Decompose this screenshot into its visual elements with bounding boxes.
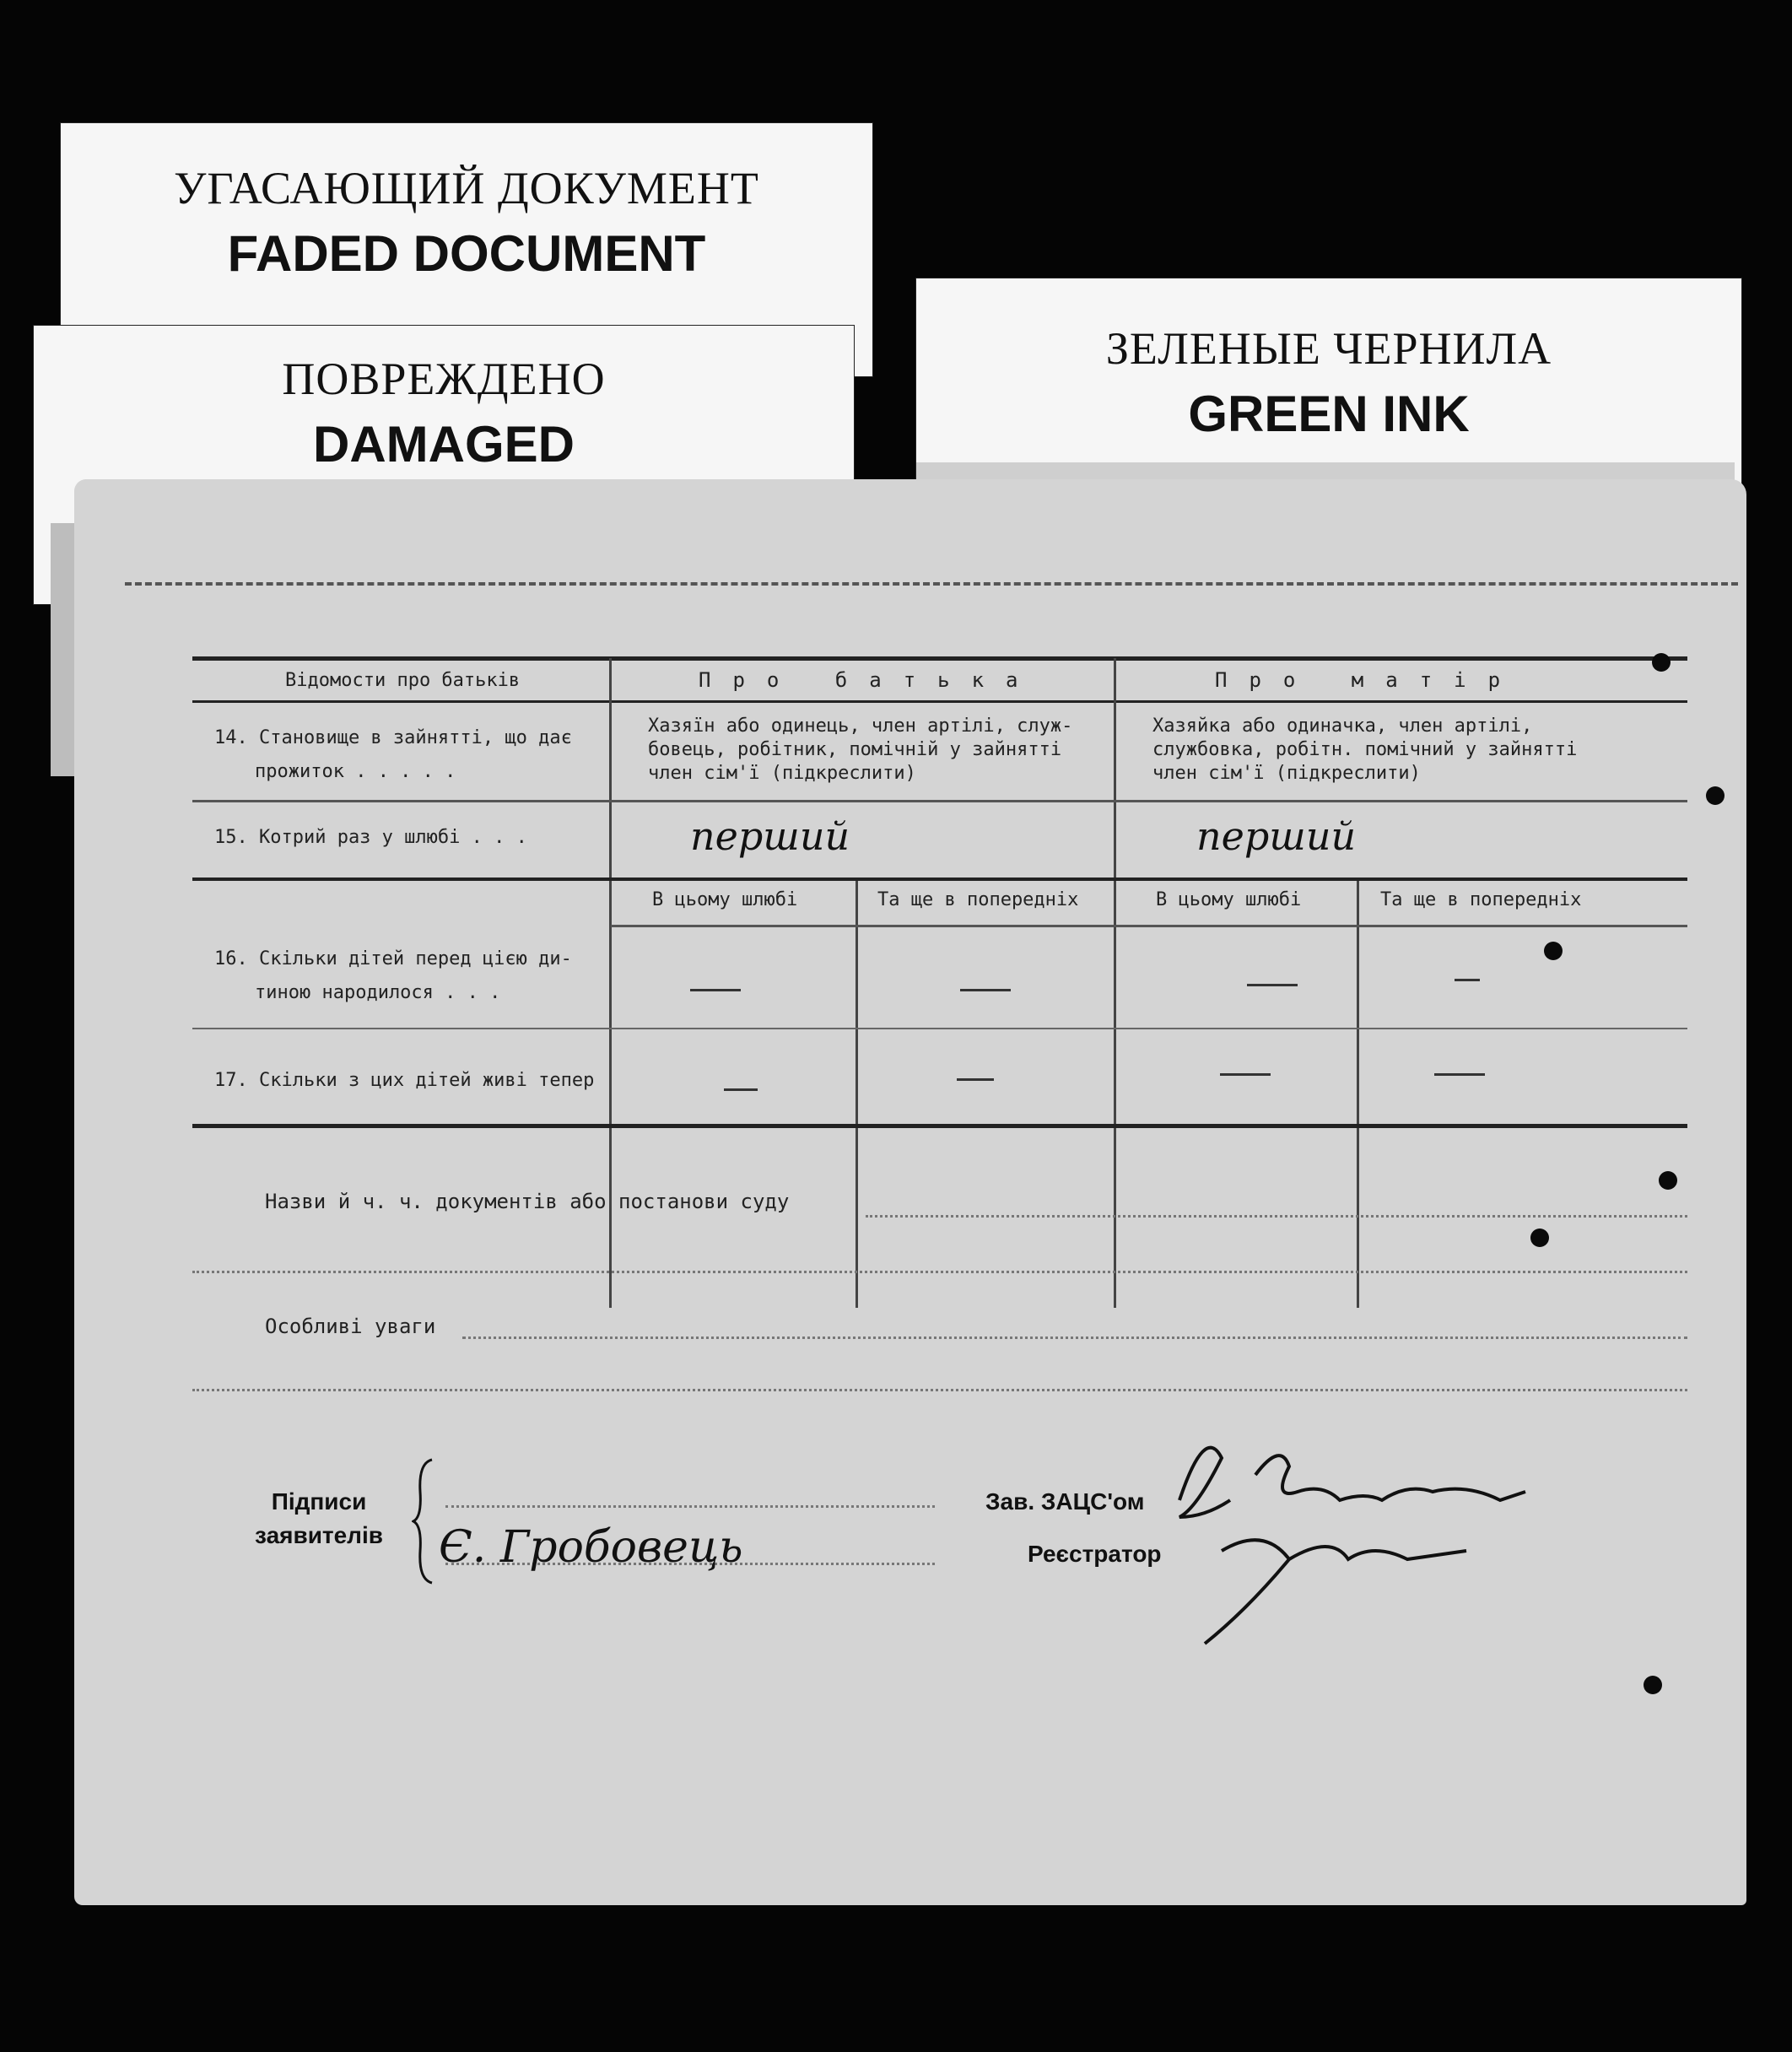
registrar-label: Реєстратор — [1028, 1541, 1162, 1567]
applicant-signature: Є. Гробовець — [439, 1522, 743, 1573]
subheader-mother-this: В цьому шлюбі — [1156, 889, 1302, 910]
col-divider-father-sub — [856, 881, 858, 1308]
brace-icon — [412, 1458, 437, 1585]
header-mother: Про матір — [1215, 668, 1523, 692]
row16-father-prev-dash — [960, 989, 1011, 991]
damage-hole — [1659, 1171, 1677, 1190]
header-father: Про батька — [699, 668, 1040, 692]
applicant-dotline-1 — [445, 1505, 935, 1508]
row14-mother-2: службовка, робітн. помічний у зайнятті — [1152, 739, 1578, 760]
documents-dotline-2 — [192, 1271, 1687, 1273]
row14-mother-1: Хазяйка або одиначка, член артілі, — [1152, 716, 1533, 737]
remarks-dotline-2 — [192, 1389, 1687, 1391]
damage-hole — [1644, 1676, 1662, 1694]
row15-bottom-rule — [192, 878, 1687, 881]
row16-mother-prev-dash — [1455, 979, 1480, 981]
header-bottom-rule — [192, 700, 1687, 703]
remarks-dotline-1 — [462, 1336, 1687, 1339]
row17-father-this-dash — [724, 1088, 758, 1091]
row14-bottom-rule — [192, 800, 1687, 802]
remarks-label: Особливі уваги — [265, 1315, 436, 1338]
perforation-line — [125, 582, 1738, 586]
row16-father-this-dash — [690, 989, 741, 991]
row16-label-1: 16. Скільки дітей перед цією ди- — [214, 948, 572, 969]
row16-bottom-rule — [192, 1028, 1687, 1029]
col-divider-father-mother — [1114, 658, 1116, 1308]
row14-label-2: прожиток . . . . . — [255, 761, 456, 782]
damage-hole — [1530, 1228, 1549, 1247]
row17-label: 17. Скільки з цих дітей живі тепер — [214, 1070, 595, 1091]
row14-father-2: бовець, робітник, помічній у зайнятті — [648, 739, 1062, 760]
row17-mother-prev-dash — [1434, 1073, 1485, 1076]
header-info: Відомости про батьків — [285, 670, 521, 691]
applicants-label — [235, 1488, 403, 1549]
row14-label-1: 14. Становище в зайнятті, що дає — [214, 727, 572, 748]
head-label: Зав. ЗАЦС'ом — [985, 1488, 1145, 1515]
damage-hole — [1652, 653, 1671, 672]
green-ink-label-en: GREEN INK — [1188, 386, 1470, 442]
row17-father-prev-dash — [957, 1078, 994, 1081]
row16-label-2: тиною народилося . . . — [255, 982, 501, 1003]
subheader-bottom-rule — [611, 925, 1687, 927]
damage-hole — [1544, 942, 1563, 960]
damaged-label-en: DAMAGED — [313, 416, 575, 472]
table-bottom-rule — [192, 1124, 1687, 1128]
green-ink-label-ru: ЗЕЛЕНЫЕ ЧЕРНИЛА — [1105, 323, 1552, 374]
row15-mother-value: перший — [1196, 813, 1357, 859]
damage-hole — [1706, 786, 1725, 805]
row14-father-3: член сім'ї (підкреслити) — [648, 763, 916, 784]
applicants-label-line2: заявителів — [255, 1522, 383, 1548]
faded-label-en: FADED DOCUMENT — [227, 225, 706, 282]
subheader-father-this: В цьому шлюбі — [652, 889, 798, 910]
form-sheet — [74, 479, 1746, 1905]
damaged-label-ru: ПОВРЕЖДЕНО — [282, 354, 606, 404]
applicants-label-line1: Підписи — [271, 1488, 367, 1515]
row16-mother-this-dash — [1247, 984, 1298, 986]
documents-label: Назви й ч. ч. документів або постанови суду — [265, 1190, 790, 1213]
subheader-mother-prev: Та ще в попередніх — [1380, 889, 1582, 910]
faded-label-ru: УГАСАЮЩИЙ ДОКУМЕНТ — [174, 163, 759, 213]
official-signatures-icon — [1129, 1407, 1568, 1652]
row14-father-1: Хазяїн або одинець, член артілі, служ- — [648, 716, 1073, 737]
row15-father-value: перший — [690, 813, 850, 859]
row14-mother-3: член сім'ї (підкреслити) — [1152, 763, 1421, 784]
row15-label: 15. Котрий раз у шлюбі . . . — [214, 827, 527, 848]
table-top-rule — [192, 656, 1687, 661]
documents-dotline-1 — [866, 1215, 1687, 1218]
subheader-father-prev: Та ще в попередніх — [877, 889, 1079, 910]
col-divider-mother-sub — [1357, 881, 1359, 1308]
row17-mother-this-dash — [1220, 1073, 1271, 1076]
